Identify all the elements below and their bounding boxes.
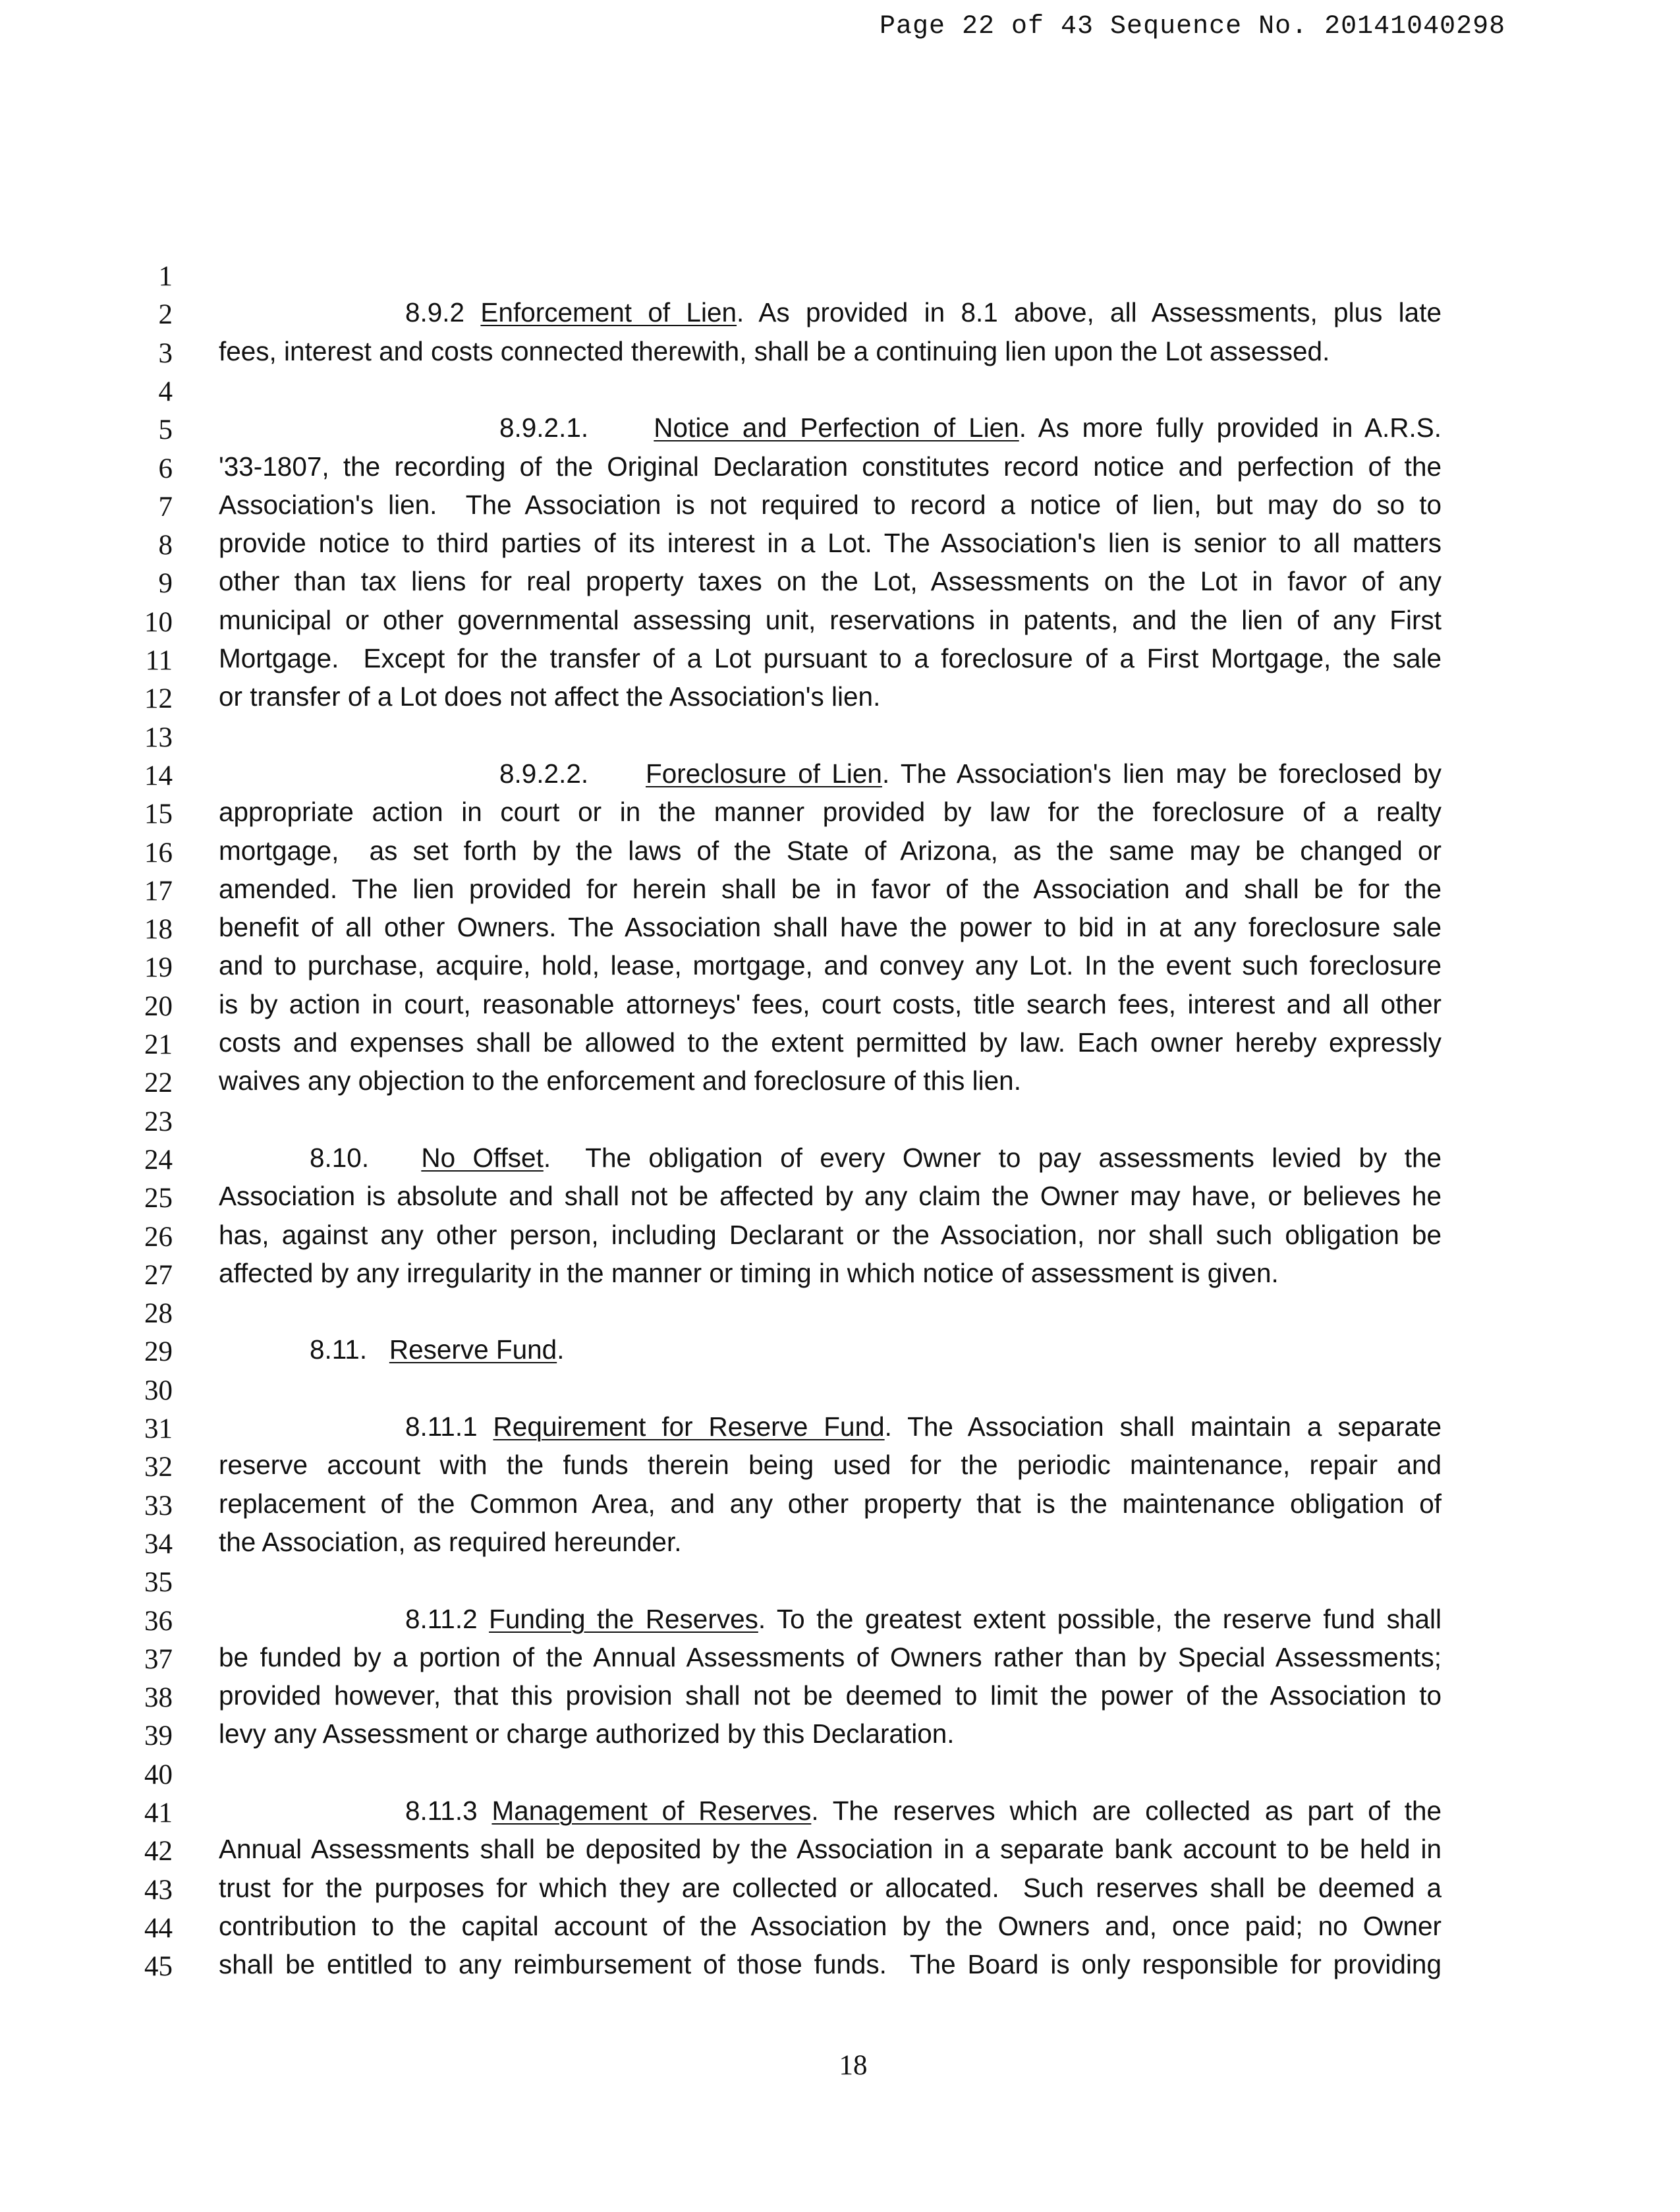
document-line [0, 1642, 1680, 1680]
section-heading: Notice and Perfection of Lien [654, 412, 1019, 443]
document-line [0, 1104, 1680, 1143]
text-run: 8.9.2.1. [499, 412, 654, 443]
line-number: 26 [144, 1221, 173, 1253]
text-run: . The obligation of every Owner to pay assessments levied by the [543, 1142, 1442, 1173]
text-run: the Association, as required hereunder. [219, 1526, 682, 1557]
line-number: 14 [144, 760, 173, 791]
line-number: 32 [144, 1452, 173, 1483]
line-text [219, 1834, 1442, 1865]
line-number: 31 [144, 1413, 173, 1444]
line-number: 42 [144, 1836, 173, 1867]
line-number: 36 [144, 1605, 173, 1637]
document-line [0, 874, 1680, 912]
document-line [0, 950, 1680, 988]
document-line [0, 758, 1680, 797]
line-text [219, 566, 1442, 597]
line-text [219, 1718, 955, 1749]
text-run: has, against any other person, including Declarant or the Association, nor shall such obligation be [219, 1219, 1442, 1250]
section-heading: Reserve Fund [389, 1334, 557, 1365]
line-number: 10 [144, 606, 173, 638]
line-number: 19 [144, 952, 173, 984]
document-line [0, 643, 1680, 681]
text-run: provided however, that this provision shall not be deemed to limit the power of the Association to [219, 1680, 1442, 1711]
line-text [219, 1911, 1442, 1942]
text-run: contribution to the capital account of the Association by the Owners and, once paid; no Owner [219, 1910, 1442, 1941]
text-run: affected by any irregularity in the manner or timing in which notice of assessment is given. [219, 1257, 1279, 1288]
document-line [0, 989, 1680, 1027]
text-run: Mortgage. Except for the transfer of a Lot pursuant to a foreclosure of a First Mortgage, the sale [219, 643, 1442, 673]
document-line [0, 412, 1680, 451]
line-text [219, 490, 1442, 521]
line-text [219, 681, 880, 712]
text-run: provide notice to third parties of its interest in a Lot. The Association's lien is senior to all matters [219, 528, 1442, 559]
document-line [0, 681, 1680, 720]
text-run: shall be entitled to any reimbursement of those funds. The Board is only responsible for providing [219, 1949, 1442, 1980]
text-run: be funded by a portion of the Annual Assessments of Owners rather than by Special Assessments; [219, 1641, 1442, 1672]
line-number: 20 [144, 990, 173, 1022]
line-text [219, 451, 1442, 482]
document-line [0, 1411, 1680, 1450]
document-line [0, 1296, 1680, 1334]
line-text [219, 989, 1442, 1020]
line-text [219, 605, 1442, 636]
text-run: replacement of the Common Area, and any other property that is the maintenance obligation of [219, 1488, 1442, 1519]
text-run: reserve account with the funds therein being used for the periodic maintenance, repair and [219, 1450, 1442, 1481]
text-run: 8.10. [310, 1142, 422, 1173]
line-text [219, 950, 1442, 981]
line-number: 45 [144, 1951, 173, 1983]
line-number: 3 [158, 337, 173, 369]
document-line [0, 912, 1680, 950]
document-line [0, 374, 1680, 412]
document-line [0, 1565, 1680, 1603]
document-line [0, 490, 1680, 528]
text-run: . As provided in 8.1 above, all Assessments, plus late [737, 297, 1442, 328]
line-number: 11 [145, 645, 173, 676]
document-line [0, 1065, 1680, 1104]
document-line [0, 1334, 1680, 1373]
text-run: . The Association's lien may be foreclosed by [882, 758, 1442, 789]
line-text [219, 336, 1330, 367]
document-line [0, 1489, 1680, 1527]
line-text [310, 1143, 1442, 1174]
text-run: or transfer of a Lot does not affect the Association's lien. [219, 681, 881, 712]
line-number: 38 [144, 1682, 173, 1714]
line-number: 17 [144, 875, 173, 907]
document-line [0, 797, 1680, 835]
text-run: is by action in court, reasonable attorneys' fees, court costs, title search fees, interest and all other [219, 988, 1442, 1019]
text-run: other than tax liens for real property taxes on the Lot, Assessments on the Lot in favor of any [219, 566, 1442, 597]
text-run: and to purchase, acquire, hold, lease, mortgage, and convey any Lot. In the event such foreclosure [219, 950, 1442, 981]
line-text [219, 1642, 1442, 1673]
line-number: 22 [144, 1067, 173, 1099]
document-line [0, 1027, 1680, 1065]
text-run: 8.11.3 [405, 1796, 492, 1826]
line-number: 6 [158, 453, 173, 484]
line-text [219, 1450, 1442, 1481]
line-number: 13 [144, 722, 173, 753]
line-text [219, 528, 1442, 559]
line-text [219, 797, 1442, 828]
document-line [0, 1873, 1680, 1911]
line-number: 1 [158, 261, 173, 292]
line-number: 40 [144, 1759, 173, 1790]
line-number: 7 [158, 491, 173, 523]
line-number: 43 [144, 1874, 173, 1906]
document-line [0, 297, 1680, 335]
line-number: 33 [144, 1490, 173, 1521]
text-run: trust for the purposes for which they are collected or allocated. Such reserves shall be deemed a [219, 1872, 1442, 1903]
line-number: 15 [144, 799, 173, 830]
text-run: 8.11. [310, 1334, 389, 1365]
text-run: Association is absolute and shall not be affected by any claim the Owner may have, or believes he [219, 1181, 1442, 1212]
document-line [0, 605, 1680, 643]
text-run: . To the greatest extent possible, the reserve fund shall [758, 1603, 1442, 1634]
line-text [219, 1027, 1442, 1058]
document-line [0, 451, 1680, 490]
line-text [219, 1949, 1442, 1980]
line-text [219, 1065, 1021, 1096]
line-text [219, 1527, 681, 1558]
section-heading: Foreclosure of Lien [646, 758, 882, 789]
line-text [219, 836, 1442, 866]
line-text [219, 1680, 1442, 1711]
document-line [0, 259, 1680, 297]
line-text [219, 1489, 1442, 1519]
document-line [0, 720, 1680, 758]
section-heading: No Offset [421, 1142, 544, 1173]
line-text [219, 1873, 1442, 1904]
page-number: 18 [839, 2050, 868, 2081]
text-run: . [557, 1334, 565, 1365]
document-line [0, 528, 1680, 566]
line-number: 41 [144, 1798, 173, 1829]
line-text [219, 1258, 1279, 1289]
text-run: . As more fully provided in A.R.S. [1019, 412, 1442, 443]
section-heading: Funding the Reserves [489, 1603, 758, 1634]
document-line [0, 1680, 1680, 1718]
text-run: 8.11.1 [405, 1411, 493, 1442]
line-number: 23 [144, 1106, 173, 1137]
document-line [0, 1181, 1680, 1219]
line-number: 8 [158, 530, 173, 561]
line-text [219, 643, 1442, 674]
line-text [405, 1604, 1442, 1635]
text-run: mortgage, as set forth by the laws of the State of Arizona, as the same may be changed or [219, 835, 1442, 866]
text-run: benefit of all other Owners. The Association shall have the power to bid in at any foreclosure sale [219, 912, 1442, 943]
text-run: Association's lien. The Association is not required to record a notice of lien, but may do so to [219, 489, 1442, 520]
document-line [0, 1373, 1680, 1411]
text-run: '33-1807, the recording of the Original Declaration constitutes record notice and perfection of the [219, 451, 1442, 482]
line-text [499, 758, 1442, 789]
page-header: Page 22 of 43 Sequence No. 20141040298 [880, 12, 1506, 42]
line-text [499, 412, 1442, 443]
line-number: 25 [144, 1183, 173, 1214]
text-run: appropriate action in court or in the manner provided by law for the foreclosure of a realty [219, 797, 1442, 828]
document-line [0, 336, 1680, 374]
line-text [310, 1334, 564, 1365]
section-heading: Requirement for Reserve Fund [493, 1411, 885, 1442]
text-run: amended. The lien provided for herein shall be in favor of the Association and shall be for the [219, 873, 1442, 904]
document-line [0, 1796, 1680, 1834]
document-line [0, 1527, 1680, 1565]
line-number: 18 [144, 914, 173, 946]
line-number: 39 [144, 1720, 173, 1752]
line-number: 29 [144, 1336, 173, 1368]
text-run: 8.9.2.2. [499, 758, 646, 789]
line-text [405, 297, 1442, 328]
line-number: 9 [158, 568, 173, 600]
document-line [0, 566, 1680, 604]
text-run: . The Association shall maintain a separate [884, 1411, 1442, 1442]
text-run: Annual Assessments shall be deposited by the Association in a separate bank account to be held in [219, 1834, 1442, 1865]
text-run: 8.9.2 [405, 297, 481, 328]
document-line [0, 1834, 1680, 1872]
line-number: 34 [144, 1528, 173, 1560]
line-number: 5 [158, 414, 173, 446]
document-line [0, 1911, 1680, 1949]
text-run: fees, interest and costs connected therewith, shall be a continuing lien upon the Lot assessed. [219, 335, 1330, 366]
document-line [0, 836, 1680, 874]
line-text [219, 912, 1442, 943]
line-number: 35 [144, 1567, 173, 1599]
line-text [405, 1411, 1442, 1442]
document-line [0, 1757, 1680, 1796]
section-heading: Enforcement of Lien [480, 297, 737, 328]
line-number: 30 [144, 1375, 173, 1406]
document-line [0, 1718, 1680, 1757]
document-line [0, 1258, 1680, 1296]
document-line [0, 1949, 1680, 1987]
document-line [0, 1143, 1680, 1181]
line-number: 16 [144, 837, 173, 868]
line-number: 28 [144, 1298, 173, 1330]
line-number: 12 [144, 683, 173, 715]
line-text [219, 1181, 1442, 1212]
line-number: 2 [158, 299, 173, 331]
text-run: waives any objection to the enforcement and foreclosure of this lien. [219, 1065, 1021, 1096]
line-number: 44 [144, 1912, 173, 1944]
document-line [0, 1604, 1680, 1642]
text-run: 8.11.2 [405, 1603, 490, 1634]
line-text [219, 1220, 1442, 1251]
line-text [219, 874, 1442, 905]
document-line [0, 1220, 1680, 1258]
line-number: 24 [144, 1144, 173, 1176]
line-number: 4 [158, 376, 173, 407]
line-number: 27 [144, 1259, 173, 1291]
text-run: municipal or other governmental assessing unit, reservations in patents, and the lien of any First [219, 604, 1442, 635]
text-run: . The reserves which are collected as part of the [811, 1796, 1442, 1826]
line-number: 21 [144, 1029, 173, 1060]
line-number: 37 [144, 1643, 173, 1675]
text-run: costs and expenses shall be allowed to the extent permitted by law. Each owner hereby expressly [219, 1027, 1442, 1058]
section-heading: Management of Reserves [491, 1796, 812, 1826]
text-run: levy any Assessment or charge authorized by this Declaration. [219, 1718, 955, 1749]
document-line [0, 1450, 1680, 1488]
line-text [405, 1796, 1442, 1827]
